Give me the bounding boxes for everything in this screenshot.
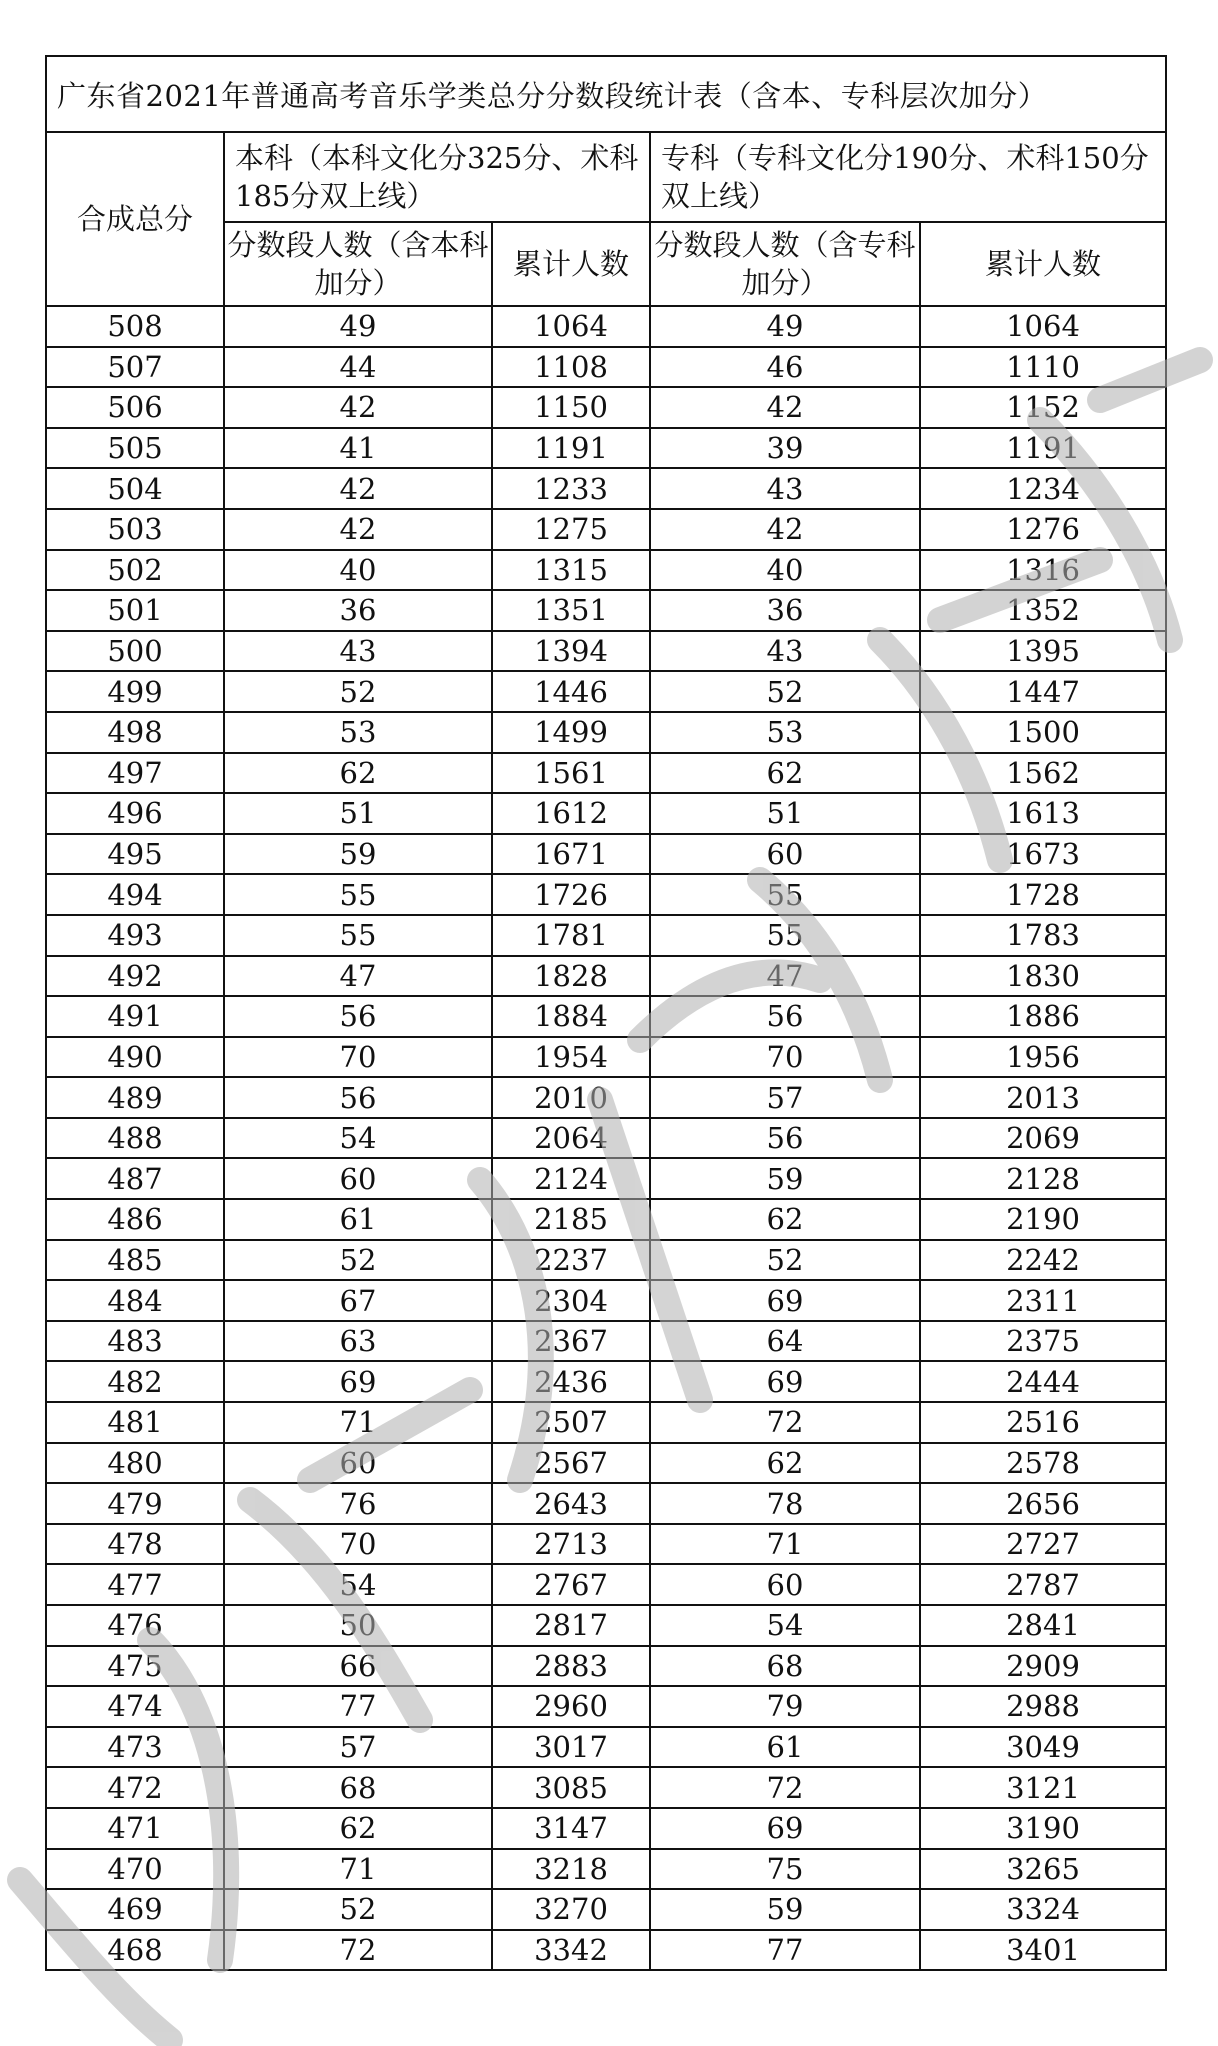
table-row [46,834,1166,875]
cell-vocational-count: 46 [650,347,920,388]
cell-undergrad-count: 54 [224,1118,492,1159]
table-row [46,1280,1166,1321]
cell-undergrad-cumulative: 1446 [492,671,650,712]
cell-undergrad-count: 56 [224,996,492,1037]
cell-vocational-cumulative: 3190 [920,1808,1166,1849]
cell-score: 478 [46,1524,224,1565]
cell-vocational-count: 52 [650,671,920,712]
table-row [46,956,1166,997]
cell-vocational-cumulative: 1234 [920,468,1166,509]
cell-undergrad-cumulative: 2124 [492,1158,650,1199]
cell-vocational-cumulative: 2069 [920,1118,1166,1159]
cell-vocational-count: 71 [650,1524,920,1565]
cell-vocational-cumulative: 2444 [920,1361,1166,1402]
table-row [46,1930,1166,1971]
cell-vocational-cumulative: 1886 [920,996,1166,1037]
cell-undergrad-cumulative: 1150 [492,387,650,428]
cell-vocational-count: 72 [650,1767,920,1808]
table-row [46,1686,1166,1727]
table-row [46,1240,1166,1281]
cell-score: 502 [46,550,224,591]
cell-undergrad-cumulative: 2713 [492,1524,650,1565]
cell-vocational-count: 61 [650,1727,920,1768]
cell-undergrad-count: 55 [224,915,492,956]
cell-undergrad-cumulative: 1351 [492,590,650,631]
cell-score: 472 [46,1767,224,1808]
cell-undergrad-cumulative: 2567 [492,1443,650,1484]
cell-vocational-count: 70 [650,1037,920,1078]
cell-score: 491 [46,996,224,1037]
table-row [46,1808,1166,1849]
header-vocational-cumulative: 累计人数 [920,222,1166,306]
cell-vocational-cumulative: 2988 [920,1686,1166,1727]
cell-vocational-cumulative: 3401 [920,1930,1166,1971]
cell-score: 496 [46,793,224,834]
cell-undergrad-count: 57 [224,1727,492,1768]
cell-undergrad-count: 49 [224,306,492,347]
cell-score: 504 [46,468,224,509]
cell-vocational-count: 60 [650,1564,920,1605]
cell-vocational-count: 57 [650,1077,920,1118]
cell-undergrad-cumulative: 1884 [492,996,650,1037]
table-row [46,793,1166,834]
cell-vocational-cumulative: 3324 [920,1889,1166,1930]
cell-undergrad-cumulative: 2064 [492,1118,650,1159]
cell-vocational-cumulative: 3049 [920,1727,1166,1768]
cell-undergrad-cumulative: 3270 [492,1889,650,1930]
cell-undergrad-cumulative: 2185 [492,1199,650,1240]
header-vocational-group: 专科（专科文化分190分、术科150分双上线） [650,132,1166,222]
cell-undergrad-count: 47 [224,956,492,997]
cell-undergrad-cumulative: 1612 [492,793,650,834]
cell-vocational-count: 42 [650,387,920,428]
cell-vocational-cumulative: 1316 [920,550,1166,591]
cell-score: 508 [46,306,224,347]
cell-vocational-cumulative: 1276 [920,509,1166,550]
cell-undergrad-count: 41 [224,428,492,469]
cell-vocational-count: 69 [650,1808,920,1849]
cell-vocational-count: 62 [650,1443,920,1484]
cell-undergrad-count: 59 [224,834,492,875]
cell-vocational-count: 77 [650,1930,920,1971]
table-row [46,347,1166,388]
cell-undergrad-cumulative: 1561 [492,753,650,794]
cell-vocational-cumulative: 3121 [920,1767,1166,1808]
cell-undergrad-count: 63 [224,1321,492,1362]
cell-undergrad-count: 42 [224,509,492,550]
cell-undergrad-count: 42 [224,468,492,509]
cell-score: 494 [46,874,224,915]
cell-vocational-cumulative: 1830 [920,956,1166,997]
table-row [46,915,1166,956]
cell-undergrad-cumulative: 3342 [492,1930,650,1971]
cell-undergrad-cumulative: 2507 [492,1402,650,1443]
cell-vocational-cumulative: 1500 [920,712,1166,753]
cell-undergrad-count: 77 [224,1686,492,1727]
cell-undergrad-cumulative: 1108 [492,347,650,388]
cell-score: 476 [46,1605,224,1646]
table-row [46,306,1166,347]
cell-score: 507 [46,347,224,388]
cell-undergrad-cumulative: 1726 [492,874,650,915]
cell-undergrad-count: 69 [224,1361,492,1402]
cell-vocational-cumulative: 2190 [920,1199,1166,1240]
cell-score: 469 [46,1889,224,1930]
table-row [46,1605,1166,1646]
cell-vocational-count: 39 [650,428,920,469]
cell-score: 492 [46,956,224,997]
cell-vocational-cumulative: 2656 [920,1483,1166,1524]
cell-vocational-count: 56 [650,996,920,1037]
cell-undergrad-cumulative: 2010 [492,1077,650,1118]
cell-vocational-cumulative: 1783 [920,915,1166,956]
cell-vocational-count: 42 [650,509,920,550]
table-row [46,428,1166,469]
cell-vocational-count: 69 [650,1280,920,1321]
cell-score: 468 [46,1930,224,1971]
header-score: 合成总分 [46,132,224,306]
cell-undergrad-count: 60 [224,1443,492,1484]
table-row [46,1646,1166,1687]
cell-undergrad-cumulative: 2367 [492,1321,650,1362]
cell-vocational-count: 72 [650,1402,920,1443]
cell-vocational-count: 68 [650,1646,920,1687]
table-row [46,1443,1166,1484]
cell-undergrad-cumulative: 2960 [492,1686,650,1727]
cell-score: 480 [46,1443,224,1484]
cell-undergrad-count: 40 [224,550,492,591]
table-title: 广东省2021年普通高考音乐学类总分分数段统计表（含本、专科层次加分） [46,56,1166,132]
cell-score: 489 [46,1077,224,1118]
table-row [46,590,1166,631]
header-vocational-count: 分数段人数（含专科加分） [650,222,920,306]
cell-vocational-count: 49 [650,306,920,347]
table-row [46,1037,1166,1078]
cell-undergrad-count: 54 [224,1564,492,1605]
cell-score: 505 [46,428,224,469]
cell-vocational-cumulative: 2578 [920,1443,1166,1484]
table-row [46,996,1166,1037]
cell-vocational-count: 36 [650,590,920,631]
cell-undergrad-count: 72 [224,1930,492,1971]
cell-undergrad-cumulative: 3147 [492,1808,650,1849]
cell-vocational-count: 55 [650,915,920,956]
cell-undergrad-cumulative: 3017 [492,1727,650,1768]
table-row [46,874,1166,915]
cell-vocational-cumulative: 1110 [920,347,1166,388]
cell-undergrad-count: 52 [224,671,492,712]
cell-undergrad-count: 67 [224,1280,492,1321]
header-undergrad-cumulative: 累计人数 [492,222,650,306]
cell-score: 471 [46,1808,224,1849]
table-row [46,1849,1166,1890]
cell-score: 485 [46,1240,224,1281]
table-row [46,1483,1166,1524]
cell-vocational-cumulative: 2787 [920,1564,1166,1605]
cell-vocational-count: 52 [650,1240,920,1281]
cell-undergrad-count: 44 [224,347,492,388]
cell-vocational-cumulative: 1064 [920,306,1166,347]
cell-undergrad-cumulative: 2883 [492,1646,650,1687]
cell-undergrad-count: 62 [224,1808,492,1849]
cell-vocational-cumulative: 2013 [920,1077,1166,1118]
cell-undergrad-cumulative: 2237 [492,1240,650,1281]
cell-score: 487 [46,1158,224,1199]
cell-undergrad-cumulative: 3218 [492,1849,650,1890]
cell-vocational-count: 75 [650,1849,920,1890]
cell-undergrad-cumulative: 1064 [492,306,650,347]
cell-score: 475 [46,1646,224,1687]
cell-vocational-count: 78 [650,1483,920,1524]
cell-undergrad-count: 66 [224,1646,492,1687]
cell-score: 484 [46,1280,224,1321]
cell-vocational-count: 59 [650,1158,920,1199]
table-row [46,509,1166,550]
cell-undergrad-cumulative: 1275 [492,509,650,550]
cell-score: 481 [46,1402,224,1443]
cell-undergrad-cumulative: 1671 [492,834,650,875]
cell-vocational-cumulative: 2128 [920,1158,1166,1199]
table-row [46,1767,1166,1808]
cell-score: 506 [46,387,224,428]
cell-score: 499 [46,671,224,712]
cell-vocational-count: 69 [650,1361,920,1402]
table-row [46,1402,1166,1443]
cell-vocational-cumulative: 1728 [920,874,1166,915]
cell-undergrad-count: 43 [224,631,492,672]
cell-vocational-count: 47 [650,956,920,997]
cell-vocational-cumulative: 1191 [920,428,1166,469]
cell-vocational-cumulative: 2516 [920,1402,1166,1443]
cell-undergrad-count: 51 [224,793,492,834]
table-row [46,1524,1166,1565]
cell-undergrad-cumulative: 2817 [492,1605,650,1646]
cell-vocational-count: 62 [650,753,920,794]
cell-undergrad-count: 52 [224,1889,492,1930]
cell-vocational-count: 51 [650,793,920,834]
cell-undergrad-cumulative: 1828 [492,956,650,997]
table-row [46,468,1166,509]
cell-vocational-cumulative: 2242 [920,1240,1166,1281]
cell-undergrad-cumulative: 1954 [492,1037,650,1078]
header-undergrad-group: 本科（本科文化分325分、术科185分双上线） [224,132,650,222]
table-row [46,753,1166,794]
cell-score: 493 [46,915,224,956]
cell-vocational-cumulative: 2841 [920,1605,1166,1646]
cell-undergrad-count: 56 [224,1077,492,1118]
cell-undergrad-count: 70 [224,1524,492,1565]
cell-undergrad-count: 42 [224,387,492,428]
cell-score: 500 [46,631,224,672]
cell-vocational-cumulative: 1395 [920,631,1166,672]
cell-undergrad-cumulative: 1191 [492,428,650,469]
cell-undergrad-count: 62 [224,753,492,794]
cell-score: 474 [46,1686,224,1727]
cell-vocational-count: 62 [650,1199,920,1240]
score-distribution-table [45,55,1167,1971]
cell-undergrad-cumulative: 3085 [492,1767,650,1808]
cell-vocational-cumulative: 2727 [920,1524,1166,1565]
cell-score: 473 [46,1727,224,1768]
cell-score: 501 [46,590,224,631]
cell-vocational-cumulative: 1447 [920,671,1166,712]
table-row [46,631,1166,672]
cell-vocational-count: 43 [650,631,920,672]
cell-score: 479 [46,1483,224,1524]
cell-vocational-cumulative: 3265 [920,1849,1166,1890]
cell-vocational-count: 54 [650,1605,920,1646]
cell-undergrad-count: 53 [224,712,492,753]
cell-vocational-count: 55 [650,874,920,915]
table-body [46,306,1166,1970]
cell-vocational-count: 64 [650,1321,920,1362]
table-row [46,1889,1166,1930]
table-row [46,1158,1166,1199]
table-row [46,1727,1166,1768]
cell-score: 503 [46,509,224,550]
table-row [46,550,1166,591]
table-row [46,1077,1166,1118]
cell-undergrad-cumulative: 1781 [492,915,650,956]
cell-vocational-cumulative: 1613 [920,793,1166,834]
cell-undergrad-count: 60 [224,1158,492,1199]
cell-undergrad-cumulative: 1499 [492,712,650,753]
cell-undergrad-count: 55 [224,874,492,915]
cell-undergrad-cumulative: 2304 [492,1280,650,1321]
cell-score: 483 [46,1321,224,1362]
table-row [46,1321,1166,1362]
cell-undergrad-count: 76 [224,1483,492,1524]
cell-vocational-cumulative: 2909 [920,1646,1166,1687]
cell-score: 482 [46,1361,224,1402]
cell-vocational-count: 43 [650,468,920,509]
cell-score: 495 [46,834,224,875]
table-row [46,1199,1166,1240]
cell-score: 477 [46,1564,224,1605]
cell-vocational-cumulative: 2375 [920,1321,1166,1362]
cell-vocational-cumulative: 1673 [920,834,1166,875]
cell-vocational-count: 60 [650,834,920,875]
cell-undergrad-cumulative: 2436 [492,1361,650,1402]
cell-undergrad-count: 70 [224,1037,492,1078]
cell-vocational-cumulative: 1152 [920,387,1166,428]
cell-undergrad-count: 71 [224,1849,492,1890]
cell-score: 497 [46,753,224,794]
cell-vocational-cumulative: 1956 [920,1037,1166,1078]
cell-undergrad-cumulative: 2643 [492,1483,650,1524]
cell-undergrad-count: 61 [224,1199,492,1240]
cell-score: 486 [46,1199,224,1240]
cell-undergrad-count: 52 [224,1240,492,1281]
cell-undergrad-cumulative: 1233 [492,468,650,509]
cell-score: 470 [46,1849,224,1890]
cell-undergrad-count: 68 [224,1767,492,1808]
cell-undergrad-cumulative: 1315 [492,550,650,591]
cell-undergrad-cumulative: 1394 [492,631,650,672]
table-row [46,1118,1166,1159]
table-row [46,1361,1166,1402]
cell-score: 490 [46,1037,224,1078]
cell-score: 498 [46,712,224,753]
table-row [46,712,1166,753]
header-undergrad-count: 分数段人数（含本科加分） [224,222,492,306]
cell-vocational-cumulative: 2311 [920,1280,1166,1321]
table-row [46,387,1166,428]
cell-undergrad-count: 71 [224,1402,492,1443]
table-row [46,671,1166,712]
cell-undergrad-count: 36 [224,590,492,631]
cell-vocational-count: 59 [650,1889,920,1930]
cell-score: 488 [46,1118,224,1159]
cell-vocational-cumulative: 1562 [920,753,1166,794]
cell-undergrad-cumulative: 2767 [492,1564,650,1605]
table-row [46,1564,1166,1605]
cell-vocational-count: 56 [650,1118,920,1159]
cell-vocational-count: 40 [650,550,920,591]
cell-vocational-cumulative: 1352 [920,590,1166,631]
cell-undergrad-count: 50 [224,1605,492,1646]
cell-vocational-count: 53 [650,712,920,753]
cell-vocational-count: 79 [650,1686,920,1727]
score-table-sheet [45,55,1165,1971]
